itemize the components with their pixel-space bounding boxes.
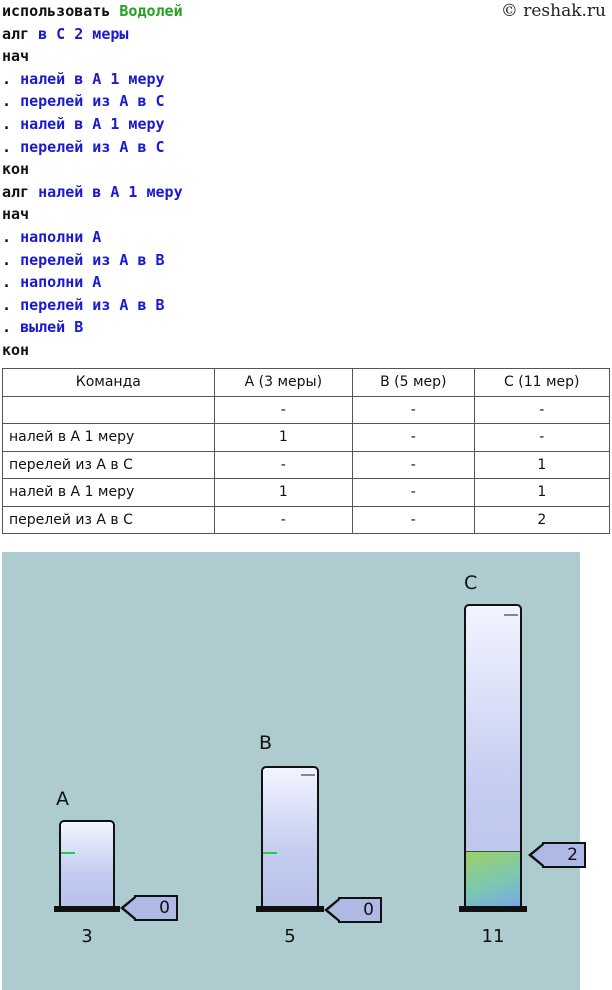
code-argument: наполни А xyxy=(20,273,102,292)
table-header-row xyxy=(3,369,610,397)
code-keyword: . xyxy=(2,227,12,246)
vessel-c-water xyxy=(466,851,520,906)
code-argument: налей в А 1 меру xyxy=(20,114,165,133)
code-argument: Водолей xyxy=(119,2,183,20)
table-row xyxy=(3,479,610,507)
code-line xyxy=(2,181,610,204)
header-command: Команда xyxy=(3,369,215,397)
cell-a: - xyxy=(214,396,352,424)
vessel-b[interactable] xyxy=(261,766,319,908)
watermark: © reshak.ru xyxy=(500,1,606,21)
vessel-b-mark xyxy=(263,852,277,854)
vessel-c-tick xyxy=(504,614,518,616)
vessel-c-name: C xyxy=(464,572,478,594)
code-line xyxy=(2,294,610,317)
vessel-a-capacity: 3 xyxy=(81,926,93,947)
cell-c: - xyxy=(474,424,609,452)
vessel-c-amount: 2 xyxy=(542,842,586,868)
code-argument: налей в А 1 меру xyxy=(38,182,183,201)
code-line xyxy=(2,113,610,136)
vessel-b-name: B xyxy=(259,732,273,754)
code-argument: перелей из А в В xyxy=(20,250,165,269)
code-keyword: . xyxy=(2,92,12,111)
code-argument: перелей из А в С xyxy=(20,92,165,111)
cell-command: перелей из А в С xyxy=(3,451,215,479)
vessel-a[interactable] xyxy=(59,820,115,908)
cell-b: - xyxy=(353,396,475,424)
code-keyword: кон xyxy=(2,160,30,179)
state-table xyxy=(2,368,610,534)
table-row xyxy=(3,451,610,479)
table-row xyxy=(3,424,610,452)
vessel-a-name: A xyxy=(56,788,69,810)
cell-c: 1 xyxy=(474,479,609,507)
code-line xyxy=(2,136,610,159)
code-keyword: кон xyxy=(2,340,30,359)
code-line xyxy=(2,158,610,181)
code-keyword: алг xyxy=(2,24,30,43)
cell-c: 1 xyxy=(474,451,609,479)
header-vessel-c: С (11 мер) xyxy=(474,369,609,397)
code-keyword: . xyxy=(2,69,12,88)
code-keyword: . xyxy=(2,250,12,269)
code-keyword: нач xyxy=(2,47,30,66)
cell-b: - xyxy=(353,451,475,479)
cell-a: - xyxy=(214,506,352,534)
cell-c: 2 xyxy=(474,506,609,534)
table-row xyxy=(3,506,610,534)
vessel-b-capacity: 5 xyxy=(284,926,296,947)
code-keyword: . xyxy=(2,273,12,292)
code-line xyxy=(2,226,610,249)
program-code xyxy=(2,0,610,362)
code-keyword: . xyxy=(2,114,12,133)
cell-c: - xyxy=(474,396,609,424)
vessel-b-base xyxy=(256,906,324,912)
cell-command: налей в А 1 меру xyxy=(3,424,215,452)
code-argument: в С 2 меры xyxy=(38,24,129,43)
code-argument: налей в А 1 меру xyxy=(20,69,165,88)
code-line xyxy=(2,203,610,226)
cell-a: - xyxy=(214,451,352,479)
cell-b: - xyxy=(353,506,475,534)
code-argument: перелей из А в С xyxy=(20,137,165,156)
code-line xyxy=(2,23,610,46)
code-keyword: . xyxy=(2,318,12,337)
code-keyword: . xyxy=(2,137,12,156)
header-vessel-a: А (3 меры) xyxy=(214,369,352,397)
code-argument: наполни А xyxy=(20,227,102,246)
code-line xyxy=(2,316,610,339)
table-row xyxy=(3,396,610,424)
code-line xyxy=(2,271,610,294)
cell-b: - xyxy=(353,424,475,452)
code-argument: перелей из А в В xyxy=(20,295,165,314)
code-line xyxy=(2,90,610,113)
code-keyword: . xyxy=(2,295,12,314)
cell-command: перелей из А в С xyxy=(3,506,215,534)
code-line xyxy=(2,45,610,68)
code-keyword: нач xyxy=(2,205,30,224)
vessel-a-amount: 0 xyxy=(134,895,178,921)
vessel-a-base xyxy=(54,906,120,912)
cell-a: 1 xyxy=(214,424,352,452)
code-keyword: алг xyxy=(2,182,30,201)
code-keyword: использовать xyxy=(2,2,111,20)
vessel-c[interactable] xyxy=(464,604,522,908)
code-line xyxy=(2,249,610,272)
vessel-a-mark xyxy=(61,852,75,854)
code-line xyxy=(2,68,610,91)
cell-command xyxy=(3,396,215,424)
vessel-b-tick xyxy=(301,774,315,776)
cell-command: налей в А 1 меру xyxy=(3,479,215,507)
cell-a: 1 xyxy=(214,479,352,507)
vessel-b-amount: 0 xyxy=(338,897,382,923)
vessel-c-base xyxy=(459,906,527,912)
code-argument: вылей В xyxy=(20,318,84,337)
vessel-c-capacity: 11 xyxy=(481,926,505,947)
cell-b: - xyxy=(353,479,475,507)
code-line xyxy=(2,339,610,362)
header-vessel-b: В (5 мер) xyxy=(353,369,475,397)
vodoley-simulator xyxy=(2,552,580,990)
